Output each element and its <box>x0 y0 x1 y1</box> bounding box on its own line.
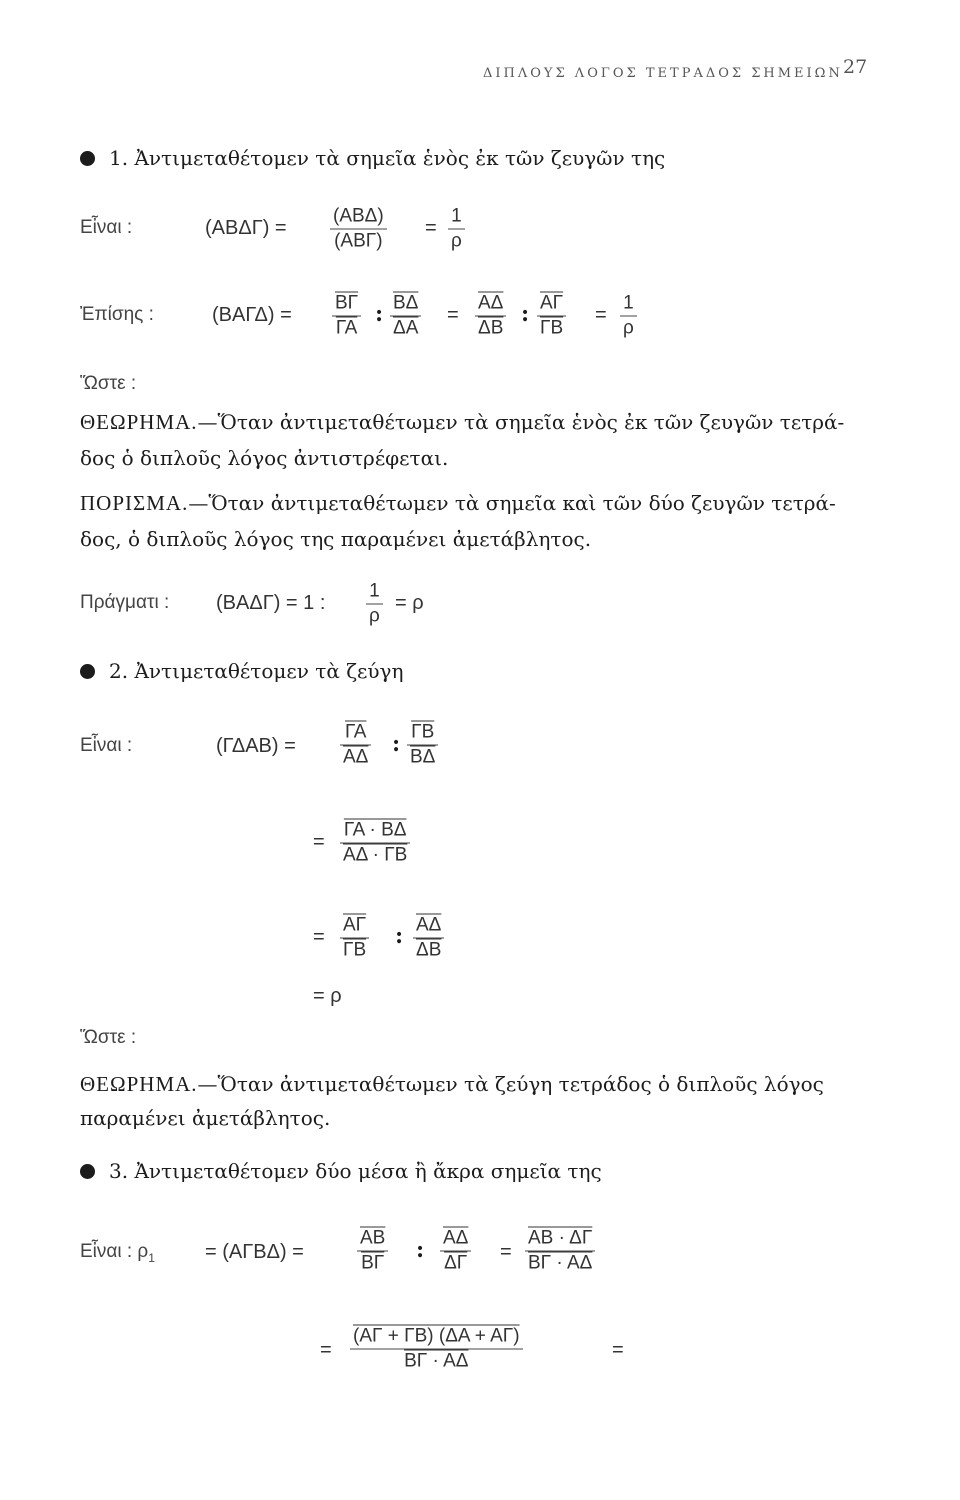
fraction-sum-product: $\frac{(A\Gamma + \Gamma B) (\Delta A + A\Gamma)}{B\Gamma \cdot A\Delta}$ <box>350 1325 523 1374</box>
bullet-icon <box>80 151 95 166</box>
colon: : <box>392 731 401 757</box>
fraction-1-rho: 1 ρ <box>620 292 637 341</box>
corollary-line-1: ΠΟΡΙΣΜΑ.—Ὅταν ἀντιμεταθέτωμεν τὰ σημεῖα καὶ τῶν δύο ζευγῶν τετρά- <box>80 491 836 515</box>
colon: : <box>416 1237 425 1263</box>
fraction-ad-dg: $\frac{\overline{A\Delta}}{\Delta\Gamma}$ <box>440 1227 471 1276</box>
theorem-1-line-2: δος ὁ διπλοῦς λόγος ἀντιστρέφεται. <box>80 446 449 470</box>
equals-rho: = ρ <box>313 985 342 1007</box>
fraction-product: $\frac{\Gamma A \cdot B\Delta}{A\Delta \cdot \Gamma B}$ <box>340 819 410 868</box>
colon: : <box>375 301 384 327</box>
section-3-heading: 3. Ἀντιμεταθέτομεν δύο μέσα ἢ ἄκρα σημεῖα της <box>80 1159 602 1183</box>
equals: = <box>595 304 607 326</box>
section-1-heading: 1. Ἀντιμεταθέτομεν τὰ σημεῖα ἑνὸς ἐκ τῶν ζευγῶν της <box>80 146 665 170</box>
equals: = <box>612 1339 624 1361</box>
equals-rho: = ρ <box>395 592 424 614</box>
fraction-ag-gb: $\frac{\overline{A\Gamma}}{\Gamma B}$ <box>340 914 369 963</box>
fraction-1-rho: 1 ρ <box>366 580 383 629</box>
expr-gdab: (ΓΔΑΒ) = <box>216 735 296 757</box>
label-hence: Ὥστε : <box>80 373 137 394</box>
running-header: ΔΙΠΛΟΥΣ ΛΟΓΟΣ ΤΕΤΡΑΔΟΣ ΣΗΜΕΙΩΝ <box>483 66 843 81</box>
equals: = <box>447 304 459 326</box>
page-number: 27 <box>843 56 868 78</box>
bullet-icon <box>80 1164 95 1179</box>
expr-bagd: (ΒΑΓΔ) = <box>212 304 292 326</box>
equals: = <box>313 926 325 948</box>
equals: = <box>320 1339 332 1361</box>
label-einai-rho: Εἶναι : $\rho_1$ <box>80 1241 155 1265</box>
fraction-ad-db: $\frac{\overline{A\Delta}}{\Delta B}$ <box>475 292 506 341</box>
label-einai: Εἶναι : <box>80 735 133 756</box>
expr-badg: (ΒΑΔΓ) = 1 : <box>216 592 326 614</box>
equals: = <box>500 1241 512 1263</box>
label-episis: Ἐπίσης : <box>80 304 154 325</box>
colon: : <box>395 923 404 949</box>
fraction-ab-bg: $\frac{\overline{AB}}{B\Gamma}$ <box>357 1227 388 1276</box>
subscript-1: 1 <box>148 1250 155 1265</box>
corollary-line-2: δος, ὁ διπλοῦς λόγος της παραμένει ἀμετάβλητος. <box>80 527 592 551</box>
fraction-1-rho: 1 ρ <box>448 205 465 254</box>
theorem-2-line-2: παραμένει ἀμετάβλητος. <box>80 1106 331 1130</box>
fraction-ad-db: $\frac{\overline{A\Delta}}{\Delta B}$ <box>413 914 444 963</box>
label-indeed: Πράγματι : <box>80 592 170 613</box>
label-einai: Εἶναι : <box>80 217 133 238</box>
expr-abdg: (ΑΒΔΓ) = <box>205 217 287 239</box>
fraction-bg-ga: $\frac{\overline{B\Gamma}}{\Gamma A}$ <box>332 292 361 341</box>
colon: : <box>521 301 530 327</box>
equals: = <box>313 831 325 853</box>
fraction-ag-gb: $\frac{\overline{A\Gamma}}{\Gamma B}$ <box>537 292 566 341</box>
fraction-abd-abg: (ΑΒΔ) (ΑΒΓ) <box>330 205 387 254</box>
theorem-2-line-1: ΘΕΩΡΗΜΑ.—Ὅταν ἀντιμεταθέτωμεν τὰ ζεύγη τετράδος ὁ διπλοῦς λόγος <box>80 1072 824 1096</box>
expr-agbd: = (ΑΓΒΔ) = <box>205 1241 304 1263</box>
label-hence: Ὥστε : <box>80 1027 137 1048</box>
fraction-bd-da: $\frac{\overline{B\Delta}}{\Delta A}$ <box>390 292 421 341</box>
section-2-heading: 2. Ἀντιμεταθέτομεν τὰ ζεύγη <box>80 659 404 683</box>
fraction-gb-bd: $\frac{\overline{\Gamma B}}{B\Delta}$ <box>407 721 438 770</box>
bullet-icon <box>80 664 95 679</box>
fraction-product: $\frac{AB \cdot \Delta\Gamma}{B\Gamma \cdot A\Delta}$ <box>525 1227 595 1276</box>
equals: = <box>425 217 437 239</box>
theorem-1-line-1: ΘΕΩΡΗΜΑ.—Ὅταν ἀντιμεταθέτωμεν τὰ σημεῖα ἑνὸς ἐκ τῶν ζευγῶν τετρά- <box>80 410 845 434</box>
fraction-ga-ad: $\frac{\overline{\Gamma A}}{A\Delta}$ <box>340 721 371 770</box>
